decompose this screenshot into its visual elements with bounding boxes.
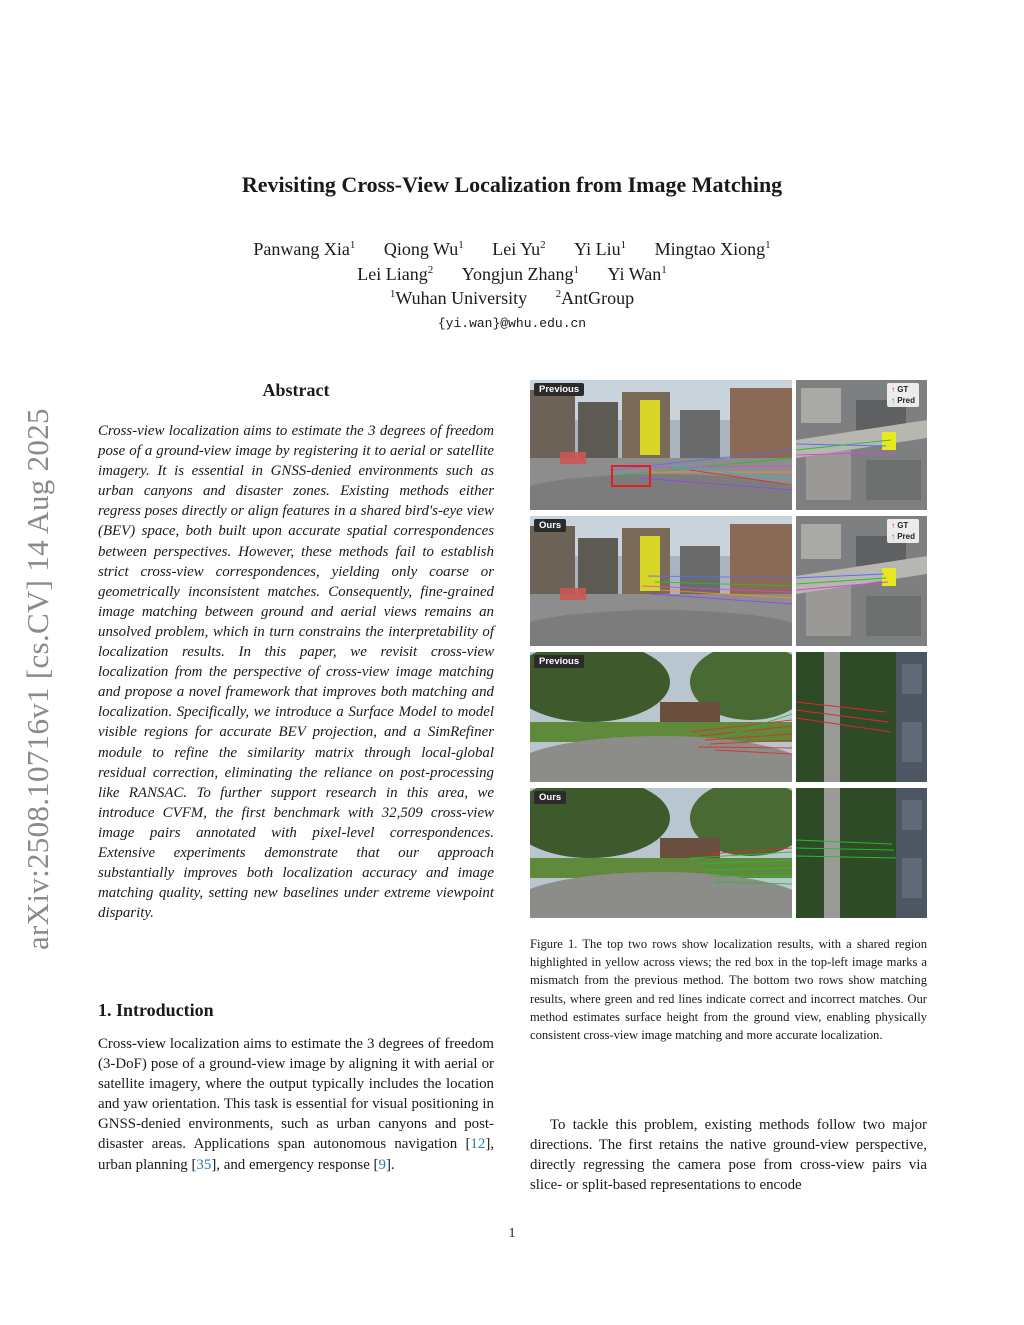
method-tag: Ours (534, 791, 566, 804)
ground-panorama-city-previous (530, 380, 792, 510)
citation-link[interactable]: 9 (378, 1156, 386, 1173)
ground-panorama-city-ours (530, 516, 792, 646)
panorama-image (530, 380, 792, 510)
pose-legend: ↑ GT ↑ Pred (887, 519, 919, 543)
aerial-image (796, 652, 927, 782)
ground-panorama-suburb-previous (530, 652, 792, 782)
aerial-city-previous (796, 380, 927, 510)
method-tag: Previous (534, 655, 584, 668)
affiliation: $^1$Wuhan University (389, 288, 528, 308)
aerial-image (796, 788, 927, 918)
citation-link[interactable]: 35 (196, 1156, 212, 1173)
citation-link[interactable]: 12 (470, 1136, 486, 1153)
page-number: 1 (508, 1226, 516, 1241)
aerial-suburb-ours (796, 788, 927, 918)
author: Qiong Wu$^1$ (383, 239, 464, 259)
author: Panwang Xia$^1$ (253, 239, 356, 259)
ground-panorama-suburb-ours (530, 788, 792, 918)
contact-email[interactable]: {yi.wan}@whu.edu.cn (437, 316, 587, 331)
authors-line-1 (0, 239, 1024, 260)
abstract-body: Cross-view localization aims to estimate the 3 degrees of freedom pose of a ground-view image by registering it to aerial or satellite imagery. It is essential in GNSS-denied environments such as urban canyons and disaster zones. Existing methods either regress poses directly or align features in a shared bird's-eye view (BEV) space, both built upon accurate spatial correspondences between perspectives. However, these methods fail to establish strict cross-view correspondences, yielding only coarse or geometrically inconsistent matches. Consequently, fine-grained image matching between ground and aerial views remains an unsolved problem, which in turn constrains the interpretability of localization results. In this paper, we revisit cross-view localization from the perspective of cross-view image matching and propose a novel framework that improves both matching and localization. Specifically, we introduce a Surface Model to model visible regions for accurate BEV projection, and a SimRefiner module to refine the similarity matrix through local-global residual correction, eliminating the reliance on post-processing like RANSAC. To further support research in this area, we introduce CVFM, the first benchmark with 32,509 cross-view image pairs annotated with pixel-level correspondences. Extensive experiments demonstrate that our approach substantially improves both localization accuracy and image matching quality, setting new baselines under extreme viewpoint disparity. (98, 423, 494, 922)
paper-title: Revisiting Cross-View Localization from Image Matching (241, 172, 783, 197)
aerial-city-ours (796, 516, 927, 646)
panorama-image (530, 516, 792, 646)
author: Mingtao Xiong$^1$ (654, 239, 771, 259)
author: Yongjun Zhang$^1$ (461, 264, 579, 284)
intro-body: Cross-view localization aims to estimate the 3 degrees of freedom (3-DoF) pose of a ground-view image by aligning it with aerial or satellite imagery, where the output typically includes the location and yaw orientation. This task is essential for visual positioning in GNSS-denied environments, such as urban canyons and post-disaster areas. Applications span autonomous navigation [12], urban planning [35], and emergency response [9]. (98, 1036, 494, 1173)
affiliation: $^2$AntGroup (555, 288, 635, 308)
author: Yi Liu$^1$ (574, 239, 627, 259)
author: Lei Yu$^2$ (492, 239, 546, 259)
method-tag: Previous (534, 383, 584, 396)
figure-1 (530, 380, 927, 920)
arxiv-stamp: arXiv:2508.10716v1 [cs.CV] 14 Aug 2025 (20, 408, 55, 950)
author: Lei Liang$^2$ (357, 264, 434, 284)
abstract-heading: Abstract (262, 380, 330, 400)
method-tag: Ours (534, 519, 566, 532)
body-paragraph: To tackle this problem, existing methods follow two major directions. The first retains the native ground-view perspective, directly regressing the camera pose from cross-view pairs via slice- or split-based representations to encode (530, 1117, 927, 1194)
aerial-suburb-previous (796, 652, 927, 782)
affiliations (0, 288, 1024, 309)
figure-caption: Figure 1. The top two rows show localization results, with a shared region highlighted in yellow across views; the red box in the top-left image marks a mismatch from the previous method. The bottom two rows show matching results, where green and red lines indicate correct and incorrect matches. Our method estimates surface height from the ground view, enabling physically consistent cross-view image matching and more accurate localization. (530, 937, 927, 1043)
panorama-image (530, 788, 792, 918)
authors-line-2 (0, 264, 1024, 285)
author: Yi Wan$^1$ (607, 264, 667, 284)
intro-heading: 1. Introduction (98, 1000, 214, 1020)
panorama-image (530, 652, 792, 782)
pose-legend: ↑ GT ↑ Pred (887, 383, 919, 407)
